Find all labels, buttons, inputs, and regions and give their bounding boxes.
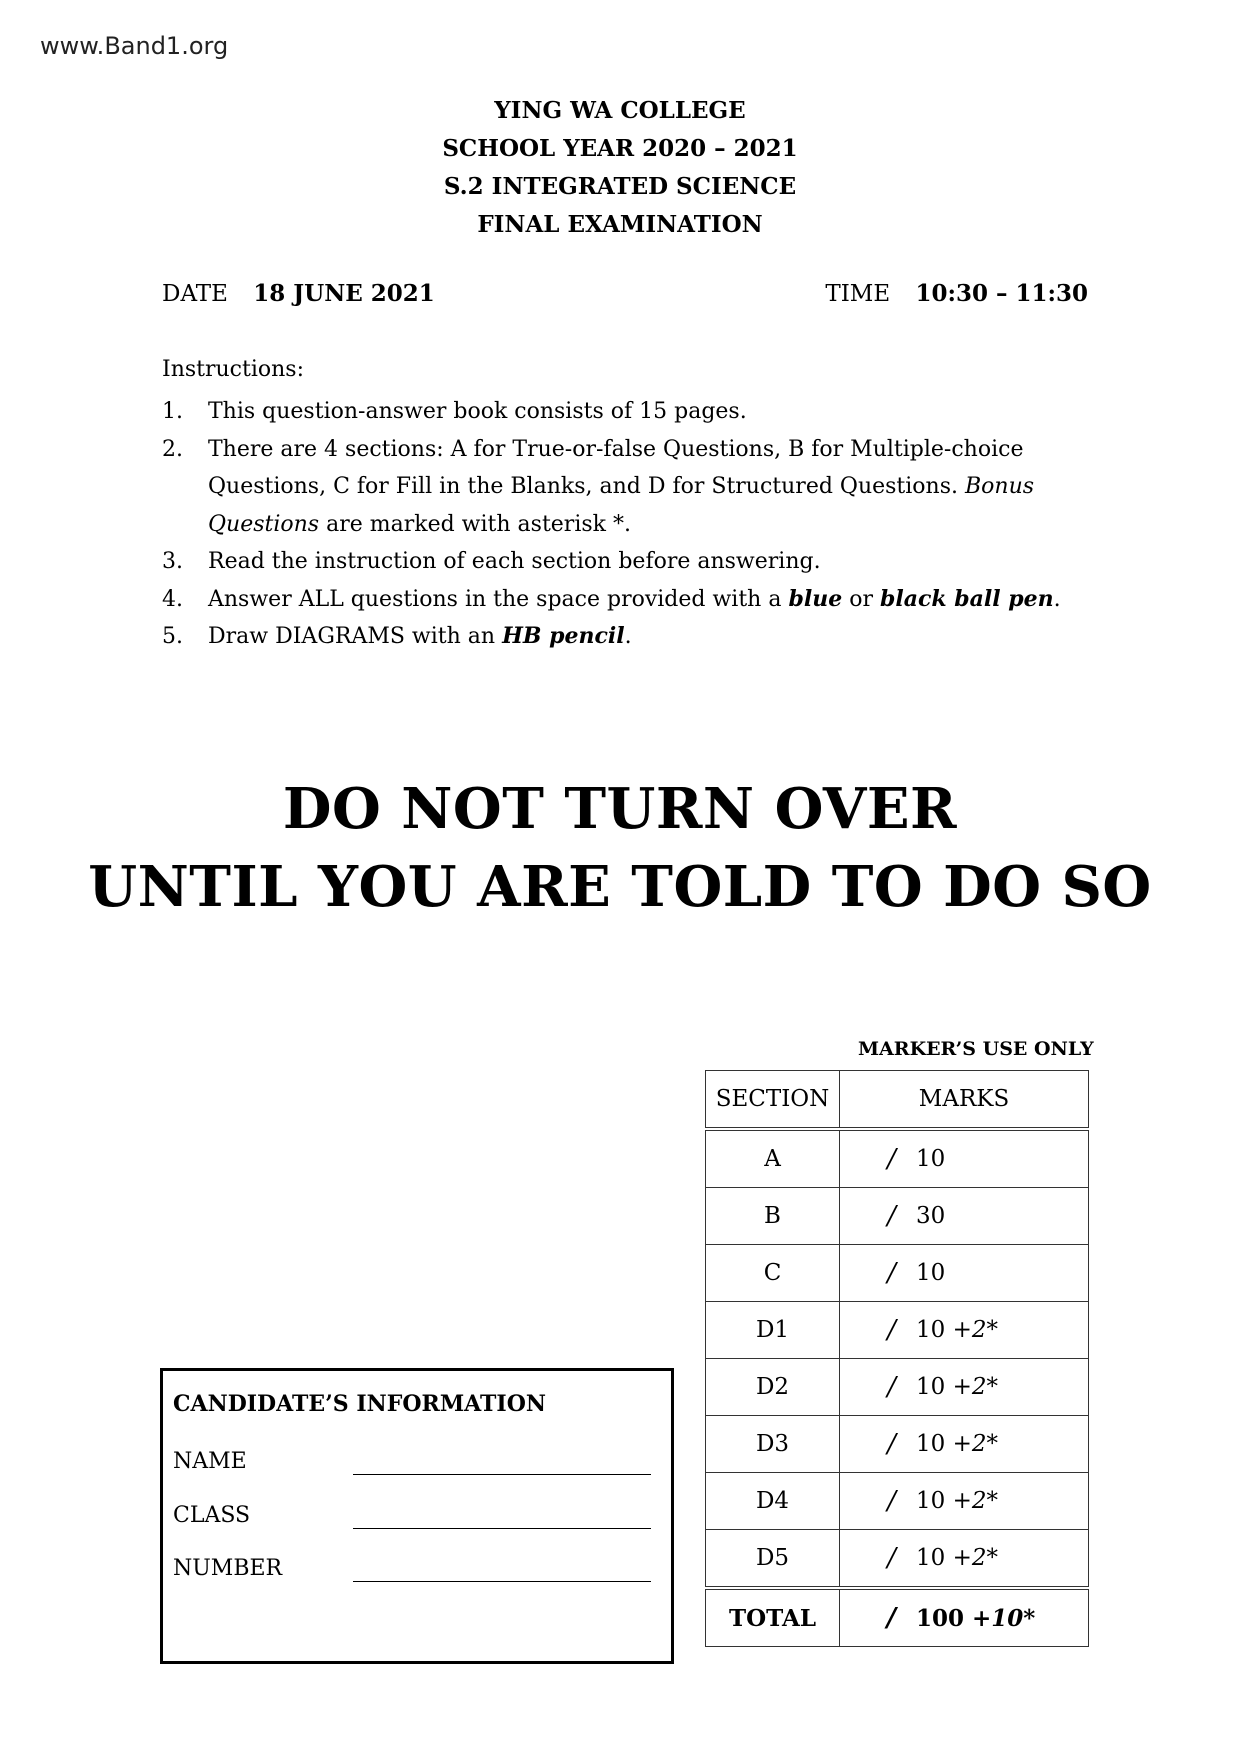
instruction-text: Read the instruction of each section before answering. [208,549,821,574]
subject-title: S.2 INTEGRATED SCIENCE [443,173,797,200]
marks-cell [840,1188,1089,1245]
instruction-number: 5. [162,624,183,649]
marks-row [706,1129,1089,1188]
slash-separator: / [887,1201,896,1231]
section-cell: B [706,1188,840,1245]
marks-base: 10 [916,1260,946,1286]
marks-table [705,1070,1089,1647]
marks-base: 10 + [916,1317,972,1343]
instruction-text [208,581,1092,619]
class-label: CLASS [173,1503,251,1528]
marks-bonus: 2* [971,1488,998,1514]
marks-row [706,1188,1089,1245]
marks-cell [840,1530,1089,1589]
marks-bonus: 2* [971,1374,998,1400]
marker-table-caption: MARKER’S USE ONLY [858,1038,1094,1060]
total-label: TOTAL [706,1588,840,1647]
slash-separator: / [887,1429,896,1459]
marks-bonus: 2* [971,1545,998,1571]
instruction-item [162,431,1092,544]
exam-header [0,92,1240,244]
number-field[interactable] [353,1581,651,1582]
slash-separator: / [887,1543,896,1573]
marks-base: 10 + [916,1545,972,1571]
school-name: YING WA COLLEGE [494,97,746,124]
section-cell: A [706,1129,840,1188]
slash-separator: / [887,1258,896,1288]
instruction-text-part: or [842,586,880,612]
instruction-text-part: are marked with asterisk *. [319,511,631,537]
marks-row [706,1530,1089,1589]
marks-cell [840,1473,1089,1530]
marks-cell [840,1359,1089,1416]
marks-base: 30 [916,1203,946,1229]
slash-separator: / [887,1486,896,1516]
instruction-text [208,431,1092,544]
marks-cell [840,1245,1089,1302]
total-bonus: 10* [991,1604,1036,1632]
instructions-list [162,393,1092,656]
time-value: 10:30 – 11:30 [915,280,1088,307]
watermark-url: www.Band1.org [40,32,229,60]
marks-row [706,1245,1089,1302]
section-cell: D5 [706,1530,840,1589]
marks-cell [840,1129,1089,1188]
marks-bonus: 2* [971,1431,998,1457]
marks-row [706,1359,1089,1416]
exam-time [825,280,1088,307]
instruction-emphasis: black ball pen [879,585,1054,612]
marks-base: 10 + [916,1488,972,1514]
marks-cell [840,1302,1089,1359]
instruction-number: 4. [162,586,183,612]
instruction-text-part: Answer ALL questions in the space provided with a [208,586,789,612]
section-cell: D4 [706,1473,840,1530]
slash-separator: / [887,1315,896,1345]
section-cell: D1 [706,1302,840,1359]
marks-base: 10 + [916,1374,972,1400]
marks-table-header [706,1071,1089,1130]
marks-base: 10 + [916,1431,972,1457]
instruction-item [162,543,1092,581]
instruction-item [162,618,1092,656]
slash-separator: / [887,1144,896,1174]
instruction-text-part: Draw DIAGRAMS with an [208,624,503,649]
instruction-text: This question-answer book consists of 15 pages. [208,399,747,424]
warning-line-2: UNTIL YOU ARE TOLD TO DO SO [88,854,1152,920]
total-marks [840,1588,1089,1647]
marks-total-row [706,1588,1089,1647]
number-label: NUMBER [173,1556,283,1581]
candidate-info-title: CANDIDATE’S INFORMATION [173,1391,546,1417]
marks-row [706,1473,1089,1530]
name-field[interactable] [353,1474,651,1475]
instruction-item [162,393,1092,431]
slash-separator: / [886,1603,896,1633]
school-year: SCHOOL YEAR 2020 – 2021 [442,135,798,162]
instructions-title: Instructions: [162,357,304,382]
marks-base: 10 [916,1146,946,1172]
time-label: TIME [825,281,891,307]
class-field[interactable] [353,1528,651,1529]
instruction-text [208,618,1092,656]
instruction-text-part: . [624,624,632,649]
warning-banner [0,770,1240,926]
instruction-emphasis: HB pencil [502,623,625,649]
instruction-emphasis: Bonus Questions [208,474,1035,537]
date-value: 18 JUNE 2021 [253,280,435,307]
marks-row [706,1302,1089,1359]
instruction-item [162,581,1092,619]
date-label: DATE [162,281,228,307]
marks-bonus: 2* [971,1317,998,1343]
exam-date [162,280,435,307]
exam-title: FINAL EXAMINATION [477,211,763,238]
section-cell: D2 [706,1359,840,1416]
total-base: 100 + [916,1604,992,1632]
instruction-text-part: . [1053,586,1061,612]
marks-row [706,1416,1089,1473]
slash-separator: / [887,1372,896,1402]
column-header-marks: MARKS [840,1071,1089,1130]
instruction-number: 3. [162,549,183,574]
instruction-number: 1. [162,399,183,424]
section-cell: C [706,1245,840,1302]
section-cell: D3 [706,1416,840,1473]
name-label: NAME [173,1449,247,1474]
warning-line-1: DO NOT TURN OVER [282,776,958,842]
candidate-info-box [160,1368,674,1664]
instruction-emphasis: blue [788,585,843,612]
column-header-section: SECTION [706,1071,840,1130]
instruction-number: 2. [162,436,183,462]
marks-cell [840,1416,1089,1473]
instruction-text-part: There are 4 sections: A for True-or-false Questions, B for Multiple-choice Questions, C for Fill in the Blanks, and D for Structured Questions. [208,436,1024,499]
